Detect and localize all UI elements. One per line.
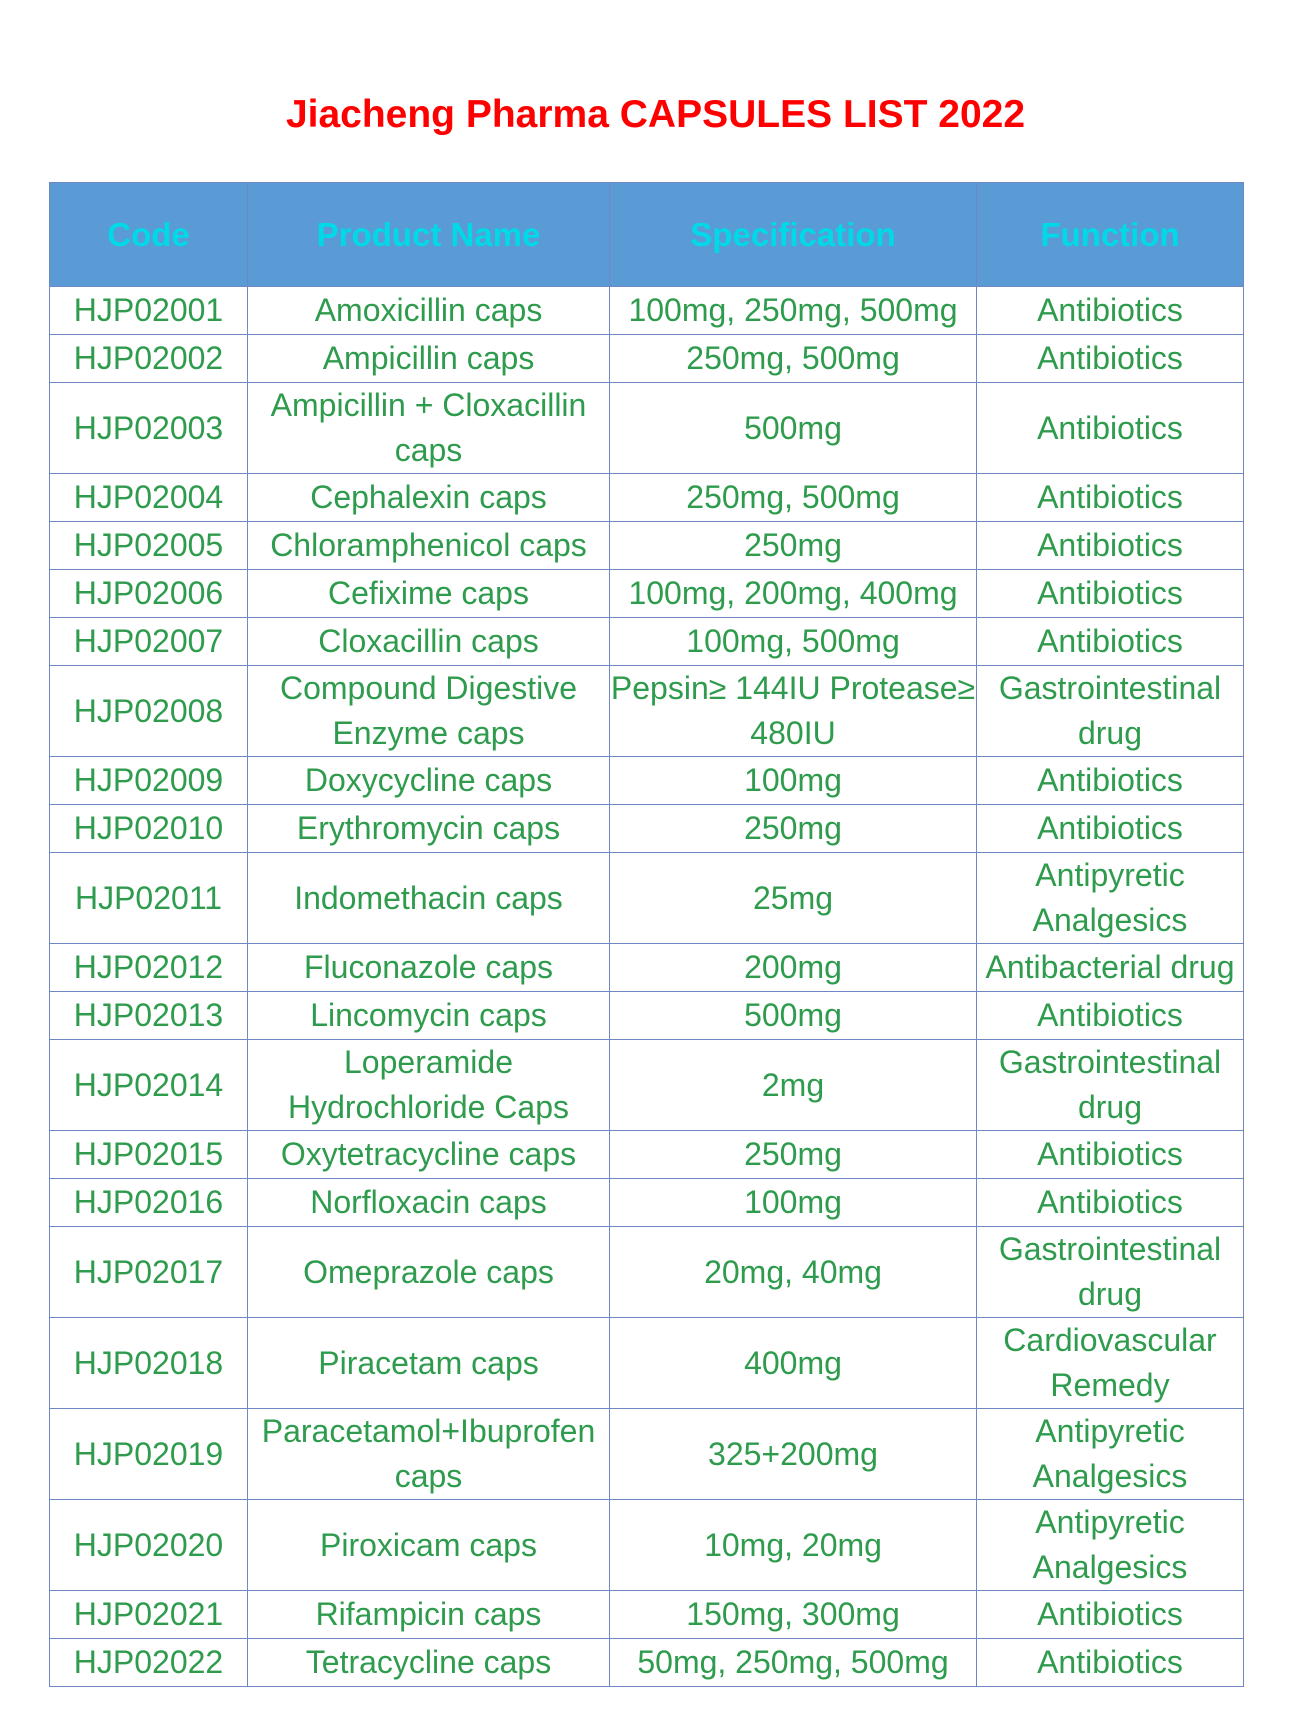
cell-code: HJP02005: [50, 522, 248, 570]
header-specification: Specification: [610, 183, 977, 287]
cell-function: Antibiotics: [977, 570, 1244, 618]
table-row: [50, 474, 1244, 522]
cell-specification: 150mg, 300mg: [610, 1591, 977, 1639]
cell-product-name: Lincomycin caps: [248, 992, 610, 1040]
cell-code: HJP02021: [50, 1591, 248, 1639]
cell-code: HJP02012: [50, 944, 248, 992]
table-row: [50, 287, 1244, 335]
cell-specification: 250mg: [610, 1131, 977, 1179]
cell-specification: 200mg: [610, 944, 977, 992]
cell-product-name: Ampicillin + Cloxacillin caps: [248, 383, 610, 474]
cell-product-name: Tetracycline caps: [248, 1639, 610, 1687]
cell-specification: 100mg: [610, 757, 977, 805]
cell-code: HJP02010: [50, 805, 248, 853]
cell-product-name: Paracetamol+Ibuprofen caps: [248, 1409, 610, 1500]
header-row: [50, 183, 1244, 287]
cell-function: Antibiotics: [977, 992, 1244, 1040]
table-row: [50, 1040, 1244, 1131]
table-row: [50, 1227, 1244, 1318]
table-row: [50, 335, 1244, 383]
cell-specification: 250mg, 500mg: [610, 474, 977, 522]
cell-code: HJP02022: [50, 1639, 248, 1687]
cell-code: HJP02001: [50, 287, 248, 335]
table-row: [50, 1500, 1244, 1591]
cell-function: Antipyretic Analgesics: [977, 1409, 1244, 1500]
header-code: Code: [50, 183, 248, 287]
cell-product-name: Piracetam caps: [248, 1318, 610, 1409]
cell-product-name: Chloramphenicol caps: [248, 522, 610, 570]
cell-specification: 20mg, 40mg: [610, 1227, 977, 1318]
cell-code: HJP02003: [50, 383, 248, 474]
table-row: [50, 1409, 1244, 1500]
cell-product-name: Indomethacin caps: [248, 853, 610, 944]
cell-function: Antibiotics: [977, 757, 1244, 805]
header-function: Function: [977, 183, 1244, 287]
cell-specification: 100mg: [610, 1179, 977, 1227]
table-row: [50, 992, 1244, 1040]
table-row: [50, 757, 1244, 805]
cell-code: HJP02009: [50, 757, 248, 805]
cell-code: HJP02015: [50, 1131, 248, 1179]
table-row: [50, 1318, 1244, 1409]
cell-product-name: Amoxicillin caps: [248, 287, 610, 335]
cell-product-name: Oxytetracycline caps: [248, 1131, 610, 1179]
cell-product-name: Ampicillin caps: [248, 335, 610, 383]
header-product-name: Product Name: [248, 183, 610, 287]
cell-code: HJP02006: [50, 570, 248, 618]
cell-product-name: Piroxicam caps: [248, 1500, 610, 1591]
table-row: [50, 1179, 1244, 1227]
cell-function: Gastrointestinal drug: [977, 1227, 1244, 1318]
table-row: [50, 570, 1244, 618]
cell-code: HJP02018: [50, 1318, 248, 1409]
cell-function: Antibiotics: [977, 474, 1244, 522]
capsules-table: [49, 182, 1244, 1687]
cell-specification: 100mg, 250mg, 500mg: [610, 287, 977, 335]
cell-code: HJP02011: [50, 853, 248, 944]
cell-product-name: Cephalexin caps: [248, 474, 610, 522]
cell-specification: 100mg, 200mg, 400mg: [610, 570, 977, 618]
cell-function: Antibiotics: [977, 1131, 1244, 1179]
table-row: [50, 1131, 1244, 1179]
cell-specification: 250mg: [610, 805, 977, 853]
cell-specification: 250mg, 500mg: [610, 335, 977, 383]
table-row: [50, 805, 1244, 853]
cell-specification: 500mg: [610, 383, 977, 474]
cell-specification: 250mg: [610, 522, 977, 570]
table-row: [50, 383, 1244, 474]
cell-code: HJP02004: [50, 474, 248, 522]
cell-function: Antibacterial drug: [977, 944, 1244, 992]
table-header: [50, 183, 1244, 287]
cell-code: HJP02016: [50, 1179, 248, 1227]
cell-product-name: Cloxacillin caps: [248, 618, 610, 666]
cell-code: HJP02014: [50, 1040, 248, 1131]
cell-function: Antibiotics: [977, 522, 1244, 570]
table-row: [50, 853, 1244, 944]
cell-product-name: Doxycycline caps: [248, 757, 610, 805]
cell-product-name: Rifampicin caps: [248, 1591, 610, 1639]
cell-code: HJP02019: [50, 1409, 248, 1500]
cell-function: Antibiotics: [977, 618, 1244, 666]
table-row: [50, 666, 1244, 757]
cell-code: HJP02017: [50, 1227, 248, 1318]
cell-function: Antibiotics: [977, 1639, 1244, 1687]
cell-function: Antibiotics: [977, 1179, 1244, 1227]
cell-function: Antibiotics: [977, 287, 1244, 335]
table-row: [50, 1591, 1244, 1639]
cell-function: Gastrointestinal drug: [977, 666, 1244, 757]
cell-function: Antibiotics: [977, 383, 1244, 474]
cell-product-name: Norfloxacin caps: [248, 1179, 610, 1227]
cell-specification: 2mg: [610, 1040, 977, 1131]
cell-specification: 100mg, 500mg: [610, 618, 977, 666]
cell-specification: 400mg: [610, 1318, 977, 1409]
cell-function: Antibiotics: [977, 1591, 1244, 1639]
table-body: [50, 287, 1244, 1687]
cell-code: HJP02020: [50, 1500, 248, 1591]
cell-function: Antipyretic Analgesics: [977, 853, 1244, 944]
cell-specification: 25mg: [610, 853, 977, 944]
cell-code: HJP02008: [50, 666, 248, 757]
cell-function: Antibiotics: [977, 805, 1244, 853]
cell-specification: 325+200mg: [610, 1409, 977, 1500]
cell-specification: Pepsin≥ 144IU Protease≥ 480IU: [610, 666, 977, 757]
cell-function: Gastrointestinal drug: [977, 1040, 1244, 1131]
table-row: [50, 618, 1244, 666]
cell-product-name: Compound Digestive Enzyme caps: [248, 666, 610, 757]
cell-code: HJP02007: [50, 618, 248, 666]
cell-specification: 50mg, 250mg, 500mg: [610, 1639, 977, 1687]
cell-product-name: Loperamide Hydrochloride Caps: [248, 1040, 610, 1131]
cell-product-name: Cefixime caps: [248, 570, 610, 618]
cell-function: Cardiovascular Remedy: [977, 1318, 1244, 1409]
table-row: [50, 944, 1244, 992]
cell-function: Antibiotics: [977, 335, 1244, 383]
table-row: [50, 522, 1244, 570]
cell-product-name: Erythromycin caps: [248, 805, 610, 853]
cell-specification: 500mg: [610, 992, 977, 1040]
cell-function: Antipyretic Analgesics: [977, 1500, 1244, 1591]
cell-code: HJP02002: [50, 335, 248, 383]
cell-specification: 10mg, 20mg: [610, 1500, 977, 1591]
table-row: [50, 1639, 1244, 1687]
cell-product-name: Omeprazole caps: [248, 1227, 610, 1318]
cell-product-name: Fluconazole caps: [248, 944, 610, 992]
page-title: Jiacheng Pharma CAPSULES LIST 2022: [285, 93, 1026, 136]
cell-code: HJP02013: [50, 992, 248, 1040]
